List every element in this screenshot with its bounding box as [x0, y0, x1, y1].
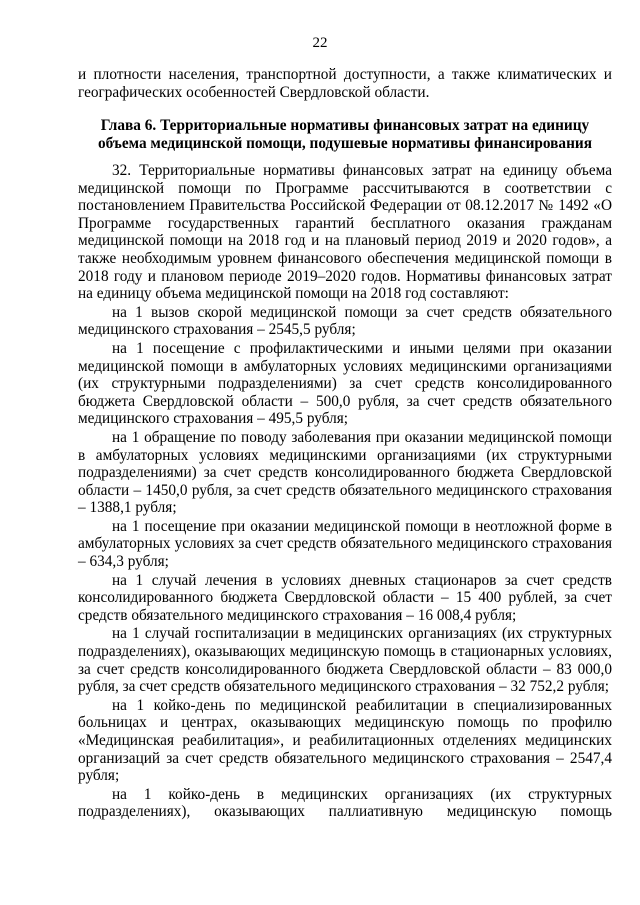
- paragraph-palliative-bed-day: на 1 койко-день в медицинских организациях (их структурных подразделениях), оказывающих паллиативную медицинскую помощь: [78, 785, 612, 821]
- paragraph-day-hospital: на 1 случай лечения в условиях дневных стационаров за счет средств консолидированного бюджета Свердловской области – 15 400 рублей, за счет средств обязательного медицинского страхования – 16 008,4 рубля;: [78, 571, 612, 624]
- paragraph-ambulance-call: на 1 вызов скорой медицинской помощи за счет средств обязательного медицинского страхования – 2545,5 рубля;: [78, 303, 612, 339]
- body-text: [78, 162, 612, 821]
- paragraph-hospitalization: на 1 случай госпитализации в медицинских организациях (их структурных подразделениях), оказывающих медицинскую помощь в стационарных условиях, за счет средств консолидированного бюджета Свердловской области – 83 000,0 рубля, за счет средств обязательного медицинского страхования – 32 752,2 рубля;: [78, 625, 612, 696]
- intro-paragraph: и плотности населения, транспортной доступности, а также климатических и географических особенностей Свердловской области.: [78, 66, 612, 101]
- intro-text-block: [78, 66, 612, 101]
- paragraph-urgent-visit: на 1 посещение при оказании медицинской помощи в неотложной форме в амбулаторных условиях за счет средств обязательного медицинского страхования – 634,3 рубля;: [78, 517, 612, 571]
- paragraph-rehabilitation-bed-day: на 1 койко-день по медицинской реабилитации в специализированных больницах и центрах, оказывающих медицинскую помощь по профилю «Медицинская реабилитация», и реабилитационных отделениях медицинских организаций за счет средств обязательного медицинского страхования – 2547,4 рубля;: [78, 696, 612, 785]
- paragraph-disease-appeal: на 1 обращение по поводу заболевания при оказании медицинской помощи в амбулаторных условиях медицинскими организациями (их структурными подразделениями) за счет средств консолидированного бюджета Свердловской области – 1450,0 рубля, за счет средств обязательного медицинского страхования – 1388,1 рубля;: [78, 428, 612, 517]
- paragraph-preventive-visit: на 1 посещение с профилактическими и иными целями при оказании медицинской помощи в амбулаторных условиях медицинскими организациями (их структурными подразделениями) за счет средств консолидированного бюджета Свердловской области – 500,0 рубля, за счет средств обязательного медицинского страхования – 495,5 рубля;: [78, 339, 612, 428]
- chapter-heading: Глава 6. Территориальные нормативы финансовых затрат на единицу объема медицинской помощи, подушевые нормативы финансирования: [98, 117, 592, 152]
- paragraph-normative-intro: 32. Территориальные нормативы финансовых затрат на единицу объема медицинской помощи по Программе рассчитываются в соответствии с постановлением Правительства Российской Федерации от 08.12.2017 № 1492 «О Программе государственных гарантий бесплатного оказания гражданам медицинской помощи на 2018 год и на плановый период 2019 и 2020 годов», а также необходимым уровнем финансового обеспечения медицинской помощи в 2018 году и плановом периоде 2019–2020 годов. Нормативы финансовых затрат на единицу объема медицинской помощи на 2018 год составляют:: [78, 162, 612, 303]
- page-number: 22: [312, 35, 328, 51]
